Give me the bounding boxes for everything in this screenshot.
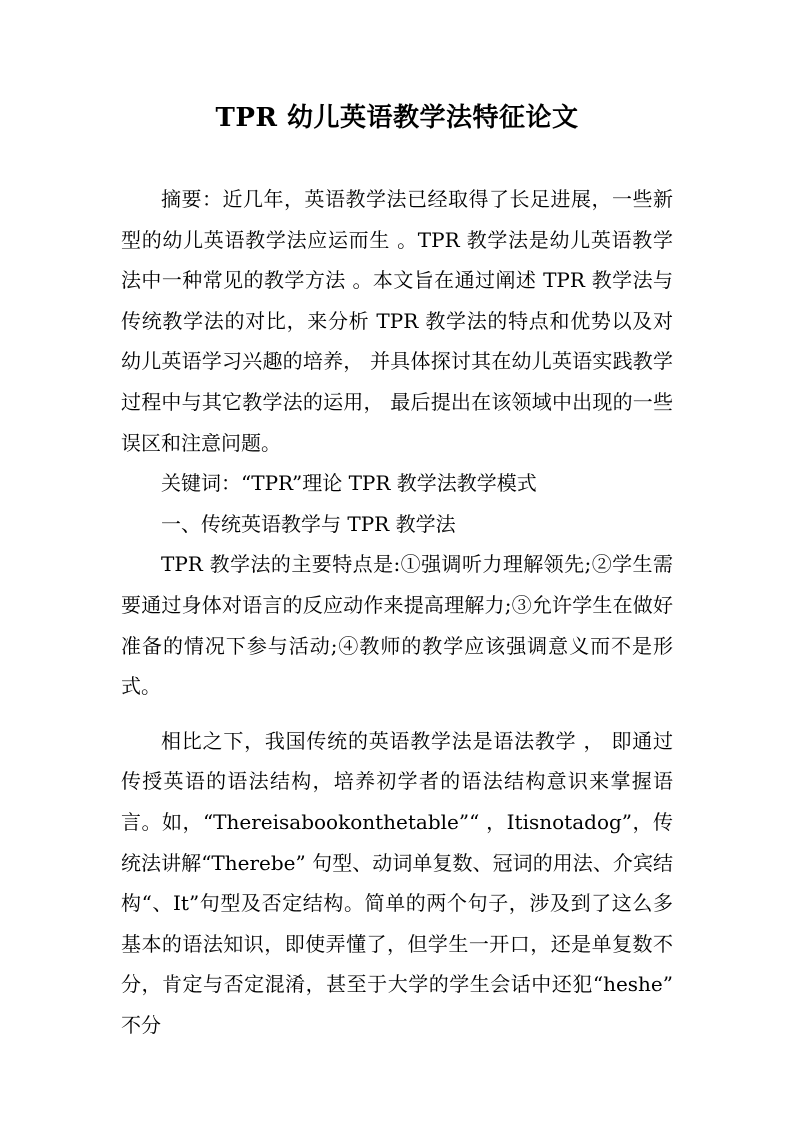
document-body: [121, 179, 673, 1045]
section-heading: 一、传统英语教学与 TPR 教学法: [161, 511, 456, 536]
abstract-paragraph: 摘要：近几年，英语教学法已经取得了长足进展，一些新型的幼儿英语教学法应运而生 。TPR 教学法是幼儿英语教学法中一种常见的教学方法 。本文旨在通过阐述 TPR 教学法与传统教学法的对比，来分析 TPR 教学法的特点和优势以及对幼儿英语学习兴趣的培养， 并具体探讨其在幼儿英语实践教学过程中与其它教学法的运用， 最后提出在该领域中出现的一些误区和注意问题。: [121, 187, 673, 455]
body-paragraph: 相比之下，我国传统的英语教学法是语法教学 ， 即通过传授英语的语法结构，培养初学者的语法结构意识来掌握语言。如，“Thereisabookonthetable”“ ，Itisnotadog”，传统法讲解“Therebe” 句型、动词单复数、冠词的用法、介宾结构“、It”句型及否定结构。简单的两个句子，涉及到了这么多基本的语法知识，即使弄懂了，但学生一开口，还是单复数不分，肯定与否定混淆，甚至于大学的学生会话中还犯“heshe” 不分: [121, 728, 673, 1037]
body-paragraph: TPR 教学法的主要特点是:①强调听力理解领先;②学生需要通过身体对语言的反应动作来提高理解力;③允许学生在做好准备的情况下参与活动;④教师的教学应该强调意义而不是形式。: [121, 552, 673, 699]
keywords-paragraph: 关键词：“TPR”理论 TPR 教学法教学模式: [161, 471, 537, 496]
document-title: TPR 幼儿英语教学法特征论文: [215, 103, 579, 133]
